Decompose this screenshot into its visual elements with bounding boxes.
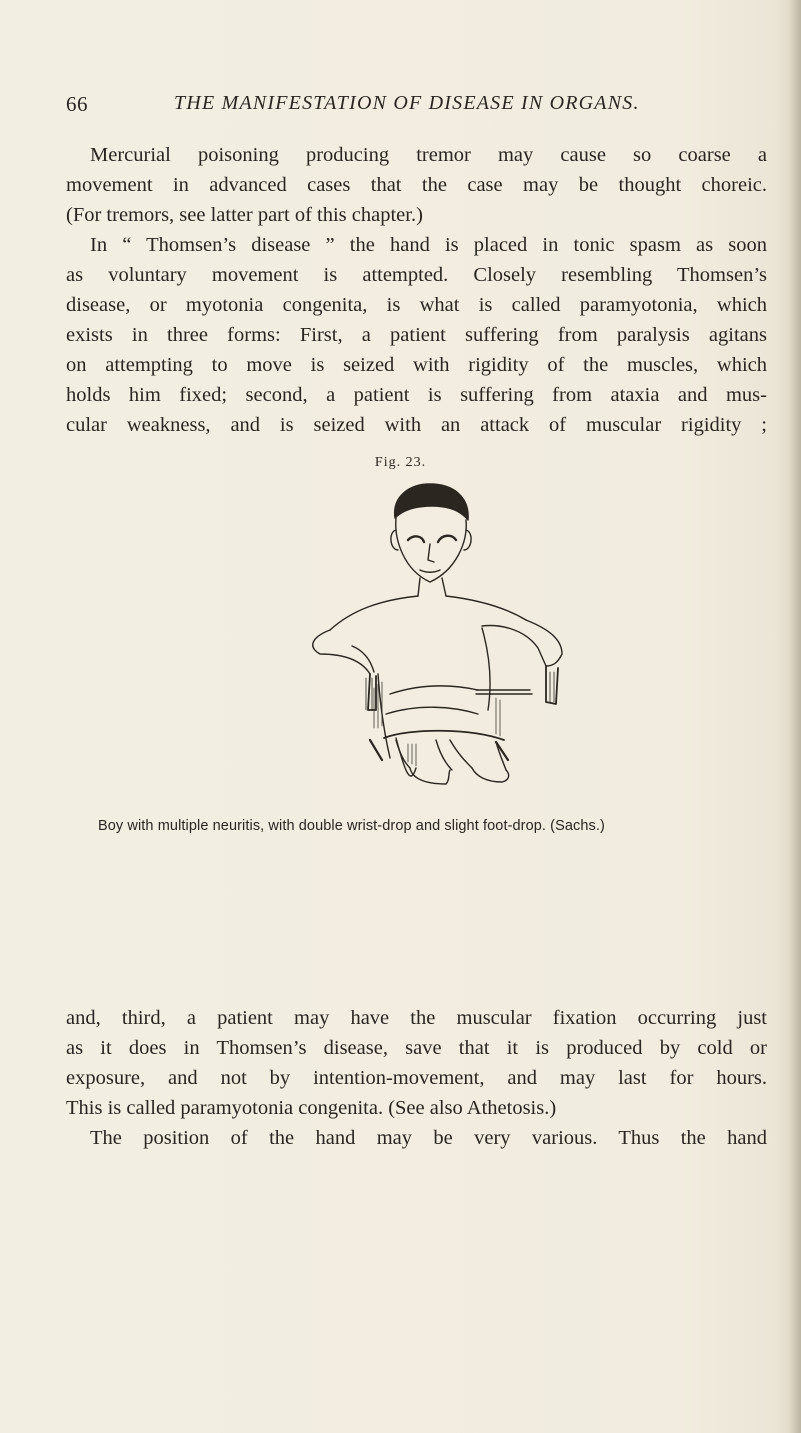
page-header (66, 92, 746, 124)
torso (378, 674, 390, 758)
paragraph-1 (66, 140, 767, 440)
right-arm (526, 620, 562, 666)
text-line: (For tremors, see latter part of this chapter.) (66, 204, 423, 226)
page-edge-shadow (789, 0, 801, 1433)
text-line: Mercurial poisoning producing tremor may cause so coarse a (90, 144, 767, 166)
paragraph-2 (66, 1003, 767, 1153)
text-line: as it does in Thomsen’s disease, save that it is produced by cold or (66, 1037, 767, 1059)
text-line: movement in advanced cases that the case may be thought choreic. (66, 174, 767, 196)
text-line: disease, or myotonia congenita, is what is called paramyotonia, which (66, 294, 767, 316)
shoulders (330, 596, 418, 630)
text-line: holds him fixed; second, a patient is suffering from ataxia and mus- (66, 384, 767, 406)
bench (476, 690, 532, 694)
text-line: exists in three forms: First, a patient suffering from paralysis agitans (66, 324, 767, 346)
text-line: This is called paramyotonia congenita. (See also Athetosis.) (66, 1097, 557, 1119)
left-leg (396, 738, 416, 776)
text-line: as voluntary movement is attempted. Closely resembling Thomsen’s (66, 264, 767, 286)
figure-caption: Boy with multiple neuritis, with double wrist-drop and slight foot-drop. (Sachs.) (98, 818, 605, 834)
text-line: In “ Thomsen’s disease ” the hand is placed in tonic spasm as soon (90, 234, 767, 256)
text-line: exposure, and not by intention-movement, and may last for hours. (66, 1067, 767, 1089)
hair (395, 484, 468, 520)
running-title: THE MANIFESTATION OF DISEASE IN ORGANS. (174, 92, 640, 114)
figure-label: Fig. 23. (374, 455, 427, 470)
text-line: cular weakness, and is seized with an attack of muscular rigidity ; (66, 414, 767, 436)
text-line: The position of the hand may be very various. Thus the hand (90, 1127, 767, 1149)
text-line: on attempting to move is seized with rigidity of the muscles, which (66, 354, 767, 376)
figure-illustration (300, 478, 590, 790)
page-number: 66 (66, 92, 88, 116)
text-line: and, third, a patient may have the muscular fixation occurring just (66, 1007, 767, 1029)
